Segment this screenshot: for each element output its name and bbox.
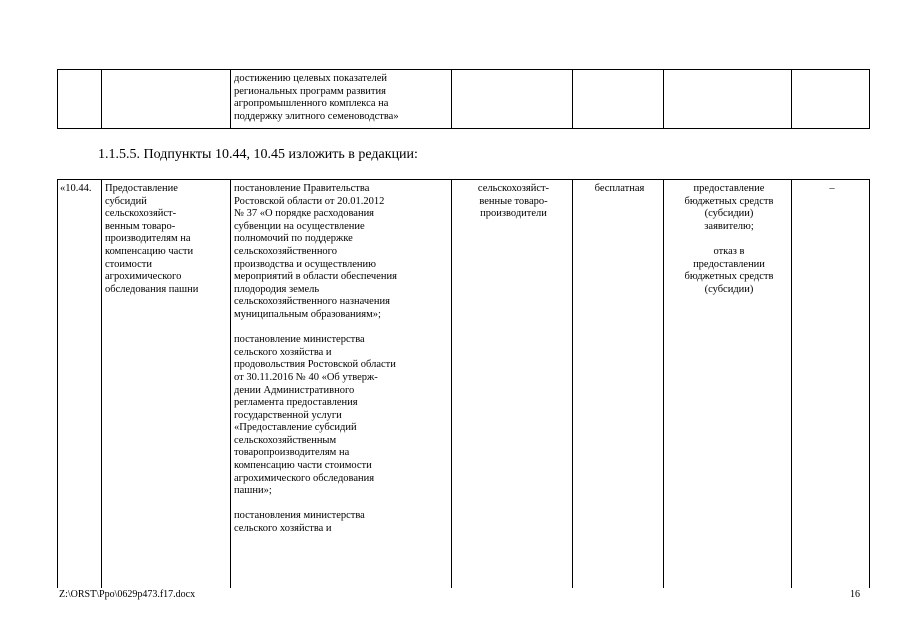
service-name: Предоставление субсидий сельскохозяйст- венным товаро- производителям на компенсацию части стоимости агрохимического обследования пашни bbox=[105, 183, 199, 295]
item-number: «10.44. bbox=[60, 183, 92, 194]
service-name-cell bbox=[102, 180, 231, 588]
legal-basis-text: достижению целевых показателей региональных программ развития агропромышленного комплекса на поддержку элитного семеноводства» bbox=[234, 73, 399, 122]
table-cell bbox=[792, 70, 870, 129]
previous-table-fragment bbox=[57, 69, 870, 129]
services-table bbox=[57, 179, 870, 588]
recipients-cell bbox=[452, 180, 573, 588]
legal-basis-cell bbox=[231, 180, 452, 588]
recipients-text: сельскохозяйст- венные товаро- производители bbox=[477, 183, 550, 220]
table-cell bbox=[58, 70, 102, 129]
table-cell bbox=[102, 70, 231, 129]
amendment-heading: 1.1.5.5. Подпункты 10.44, 10.45 изложить в редакции: bbox=[98, 147, 418, 162]
table-row bbox=[58, 70, 870, 129]
footer-file-path: Z:\ORST\Ppo\0629p473.f17.docx bbox=[59, 589, 196, 600]
last-cell bbox=[792, 180, 870, 588]
dash-text: – bbox=[829, 183, 835, 194]
result-text: предоставление бюджетных средств (субсидии) заявителю; отказ в предоставлении бюджетных средств (субсидии) bbox=[684, 183, 774, 295]
table-row bbox=[58, 180, 870, 588]
result-cell bbox=[664, 180, 792, 588]
legal-basis-text: постановление Правительства Ростовской области от 20.01.2012 № 37 «О порядке расходования субвенции на осуществление полномочий по поддержке сельскохозяйственного производства и осуществлению мероприятий в области обеспечения плодородия земель сельскохозяйственного назначения муниципальным образованиям»; постановление министерства сельского хозяйства и продовольствия Ростовской области от 30.11.2016 № 40 «Об утверж- дении Административного регламента предоставления государственной услуги «Предоставление субсидий сельскохозяйственным товаропроизводителям на компенсацию части стоимости агрохимического обследования пашни»; постановления министерства сельского хозяйства и bbox=[234, 183, 397, 535]
number-cell bbox=[58, 180, 102, 588]
table-cell bbox=[231, 70, 452, 129]
page-number: 16 bbox=[850, 589, 860, 600]
table-cell bbox=[452, 70, 573, 129]
cost-text: бесплатная bbox=[594, 183, 645, 194]
table-cell bbox=[573, 70, 664, 129]
table-cell bbox=[664, 70, 792, 129]
cost-cell bbox=[573, 180, 664, 588]
